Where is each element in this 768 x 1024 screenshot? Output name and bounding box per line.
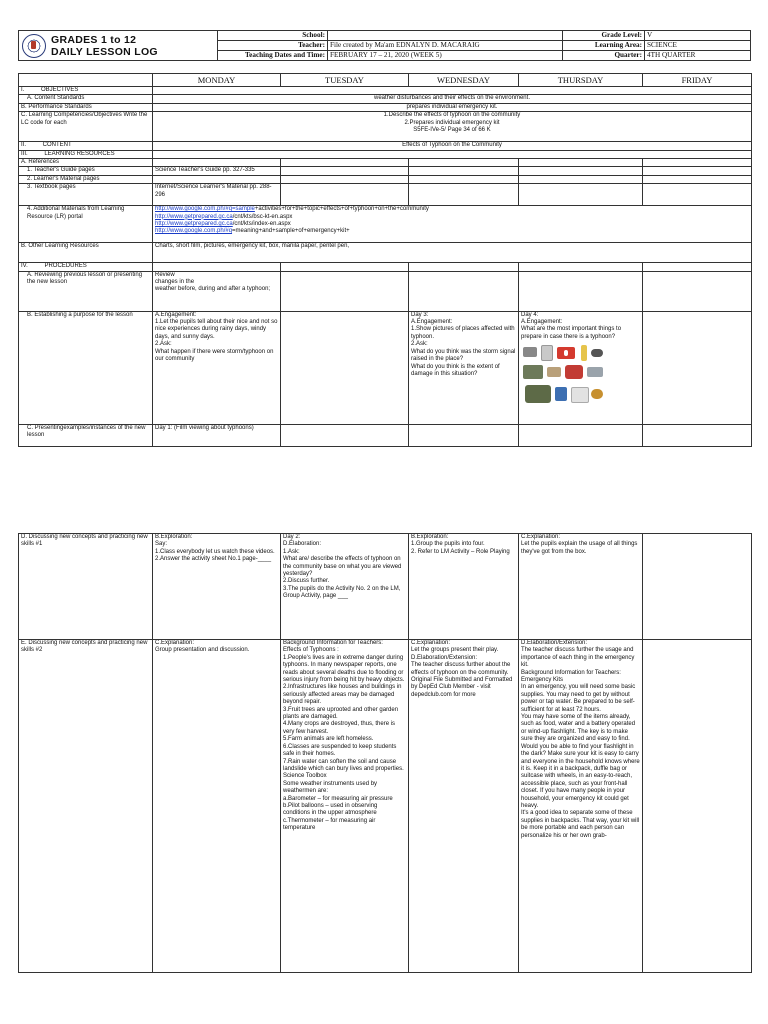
proc-a-monday: Review changes in the weather before, during and after a typhoon; bbox=[153, 271, 281, 311]
title-line1: GRADES 1 to 12 bbox=[51, 33, 137, 46]
proc-b-thursday-cell bbox=[519, 311, 643, 424]
references-label: A. References bbox=[19, 159, 153, 167]
proc-e-tuesday: Background Information for Teachers: Effects of Typhoons : 1.People's lives are in extreme danger during typhoons. In many newspaper reports, one reads about several deaths due to flooding or serious injury from being hit by heavy objects. 2.Infrastructures like houses and buildings in seriously affected areas may be damaged beyond repair. 3.Fruit trees are uprooted and other garden plants are damaged. 4.Many crops are destroyed, thus, there is very few harvest. 5.Farm animals are left homeless. 6.Classes are suspended to keep students safe in their homes. 7.Rain water can soften the soil and cause landslide which can bury lives and properties. Science Toolbox Some weather instruments used by weathermen are: a.Barometer – for measuring air pressure b.Pilot balloons – used in observing conditions in the upper atmosphere c.Thermometer – for measuring air temperature bbox=[281, 640, 409, 973]
logo-title-cell bbox=[19, 31, 218, 61]
proc-c-label: C. Presentingexamples/instances of the new lesson bbox=[19, 424, 153, 446]
proc-b-label: B. Establishing a purpose for the lesson bbox=[19, 311, 153, 424]
school-label: School: bbox=[218, 31, 328, 41]
area-label: Learning Area: bbox=[563, 41, 645, 51]
proc-d-monday: B.Exploration: Say: 1.Class everybody let us watch these videos. 2.Answer the activity sheet No.1 page-____ bbox=[153, 534, 281, 640]
competencies-value: 1.Describe the effects of typhoon on the community 2.Prepares individual emergency kit S5FE-IVe-5/ Page 34 of 66 K bbox=[153, 112, 752, 142]
deped-seal-icon bbox=[22, 34, 46, 58]
lesson-table-part1 bbox=[18, 73, 752, 447]
content-value: Effects of Typhoon on the Community bbox=[153, 142, 752, 150]
proc-d-label: D. Discussing new concepts and practicing new skills #1 bbox=[19, 534, 153, 640]
proc-b-monday: A.Engagement: 1.Let the pupils tell about their nice and not so nice experiences during rainy days, windy days, and sunny days. 2.Ask: What happen if there were storm/typhoon on our community bbox=[153, 311, 281, 424]
resource-link-3[interactable]: http://www.getprepared.gc.ca/cnt/kts/index-en.aspx bbox=[155, 221, 291, 228]
other-resources-label: B. Other Learning Resources bbox=[19, 243, 153, 263]
day-header-monday: MONDAY bbox=[153, 74, 281, 87]
proc-d-thursday: C.Explanation: Let the pupils explain the usage of all things they've got from the box. bbox=[519, 534, 643, 640]
content-label: II. CONTENT bbox=[19, 142, 153, 150]
resource-link-4[interactable]: http://www.google.com.ph/#q=meaning+and+sample+of+emergency+kit+ bbox=[155, 228, 350, 235]
performance-standards-value: prepares individual emergency kit. bbox=[153, 103, 752, 111]
content-standards-label: A. Content Standards bbox=[19, 95, 153, 103]
dates-value: FEBRUARY 17 – 21, 2020 (WEEK 5) bbox=[328, 51, 563, 61]
teacher-label: Teacher: bbox=[218, 41, 328, 51]
tg-pages-value: Science Teacher's Guide pp. 327-335 bbox=[153, 167, 281, 175]
teacher-value: File created by Ma'am EDNALYN D. MACARAIG bbox=[328, 41, 563, 51]
proc-e-wednesday: C.Explanation: Let the groups present their play. D.Elaboration/Extension: The teacher discuss further about the effects of typhoon on the community. Original File Submitted and Formatted by DepEd Club Member - visit depedclub.com for more bbox=[409, 640, 519, 973]
proc-e-monday: C.Explanation: Group presentation and discussion. bbox=[153, 640, 281, 973]
other-resources-value: Charts, short film, pictures, emergency kit, box, manila paper, pentel pen, bbox=[153, 243, 752, 263]
day-header-tuesday: TUESDAY bbox=[281, 74, 409, 87]
proc-d-wednesday: B.Exploration: 1.Group the pupils into four. 2. Refer to LM Activity – Role Playing bbox=[409, 534, 519, 640]
content-standards-value: weather disturbances and their effects on the environment. bbox=[153, 95, 752, 103]
grade-value: V bbox=[645, 31, 751, 41]
proc-d-tuesday: Day 2: D.Elaboration: 1.Ask: What are/ describe the effects of typhoon on the community base on what you are viewed yesterday? 2.Discuss further. 3.The pupils do the Activity No. 2 on the LM, Group Activity, page ___ bbox=[281, 534, 409, 640]
proc-c-monday: Day 1: (Film viewing about typhoons) bbox=[153, 424, 281, 446]
proc-b-thursday: Day 4: A.Engagement: What are the most important things to prepare in case there is a typhoon? bbox=[521, 311, 622, 340]
area-value: SCIENCE bbox=[645, 41, 751, 51]
performance-standards-label: B. Performance Standards bbox=[19, 103, 153, 111]
proc-e-thursday: D.Elaboration/Extension: The teacher discuss further the usage and importance of each thing in the emergency kit. Background Information for Teachers: Emergency Kits In an emergency, you will need some basic supplies. You may need to get by without power or tap water. Be prepared to be self-sufficient for at least 72 hours. You may have some of the items already, such as food, water and a battery operated or wind-up flashlight. The key is to make sure they are organized and easy to find. Would you be able to find your flashlight in the dark? Make sure your kit is easy to carry and everyone in the household knows where it is. Keep it in a backpack, duffle bag or suitcase with wheels, in an easy-to-reach, accessible place, such as your front-hall closet. If you have many people in your household, your emergency kit could get heavy. It's a good idea to separate some of these supplies in backpacks. That way, your kit will be more portable and each person can personalize his or her own grab- bbox=[519, 640, 643, 973]
procedures-label: IV. PROCEDURES bbox=[19, 263, 153, 271]
additional-materials-links bbox=[153, 206, 752, 243]
objectives-label: I. OBJECTIVES bbox=[19, 87, 153, 95]
resources-label: III. LEARNING RESOURCES bbox=[19, 150, 153, 158]
resource-link-1[interactable]: http://www.google.com.ph/#q=sample+activities+for+the+topic+effects+of+typhoon+on+the+community bbox=[155, 206, 429, 213]
tg-pages-label: 1. Teacher's Guide pages bbox=[19, 167, 153, 175]
school-value bbox=[328, 31, 563, 41]
day-header-friday: FRIDAY bbox=[643, 74, 752, 87]
additional-materials-label: 4. Additional Materials from Learning Resource (LR) portal bbox=[19, 206, 153, 243]
day-header-wednesday: WEDNESDAY bbox=[409, 74, 519, 87]
lesson-table-part2 bbox=[18, 533, 752, 973]
emergency-kit-picture bbox=[521, 343, 607, 407]
grade-label: Grade Level: bbox=[563, 31, 645, 41]
title-line2: DAILY LESSON LOG bbox=[51, 45, 158, 58]
corner-cell bbox=[19, 74, 153, 87]
competencies-label: C. Learning Competencies/Objectives Write the LC code for each bbox=[19, 112, 153, 142]
quarter-label: Quarter: bbox=[563, 51, 645, 61]
lm-pages-label: 2. Learner's Material pages bbox=[19, 175, 153, 183]
proc-e-label: E. Discussing new concepts and practicing new skills #2 bbox=[19, 640, 153, 973]
quarter-value: 4TH QUARTER bbox=[645, 51, 751, 61]
header-table bbox=[18, 30, 751, 61]
day-header-thursday: THURSDAY bbox=[519, 74, 643, 87]
proc-a-label: A. Reviewing previous lesson or presenting the new lesson bbox=[19, 271, 153, 311]
resource-link-2[interactable]: http://www.getprepared.gc.ca/cnt/kts/bsc-kt-en.aspx bbox=[155, 213, 293, 220]
dates-label: Teaching Dates and Time: bbox=[218, 51, 328, 61]
textbook-pages-label: 3. Textbook pages bbox=[19, 184, 153, 206]
proc-b-wednesday: Day 3: A.Engagement: 1.Show pictures of places affected with typhoon. 2.Ask: What do you think was the storm signal raised in the place? What do you think is the extent of damage in this situation? bbox=[409, 311, 519, 424]
textbook-pages-value: Internet/Science Learner's Material pp. 288-296 bbox=[153, 184, 281, 206]
